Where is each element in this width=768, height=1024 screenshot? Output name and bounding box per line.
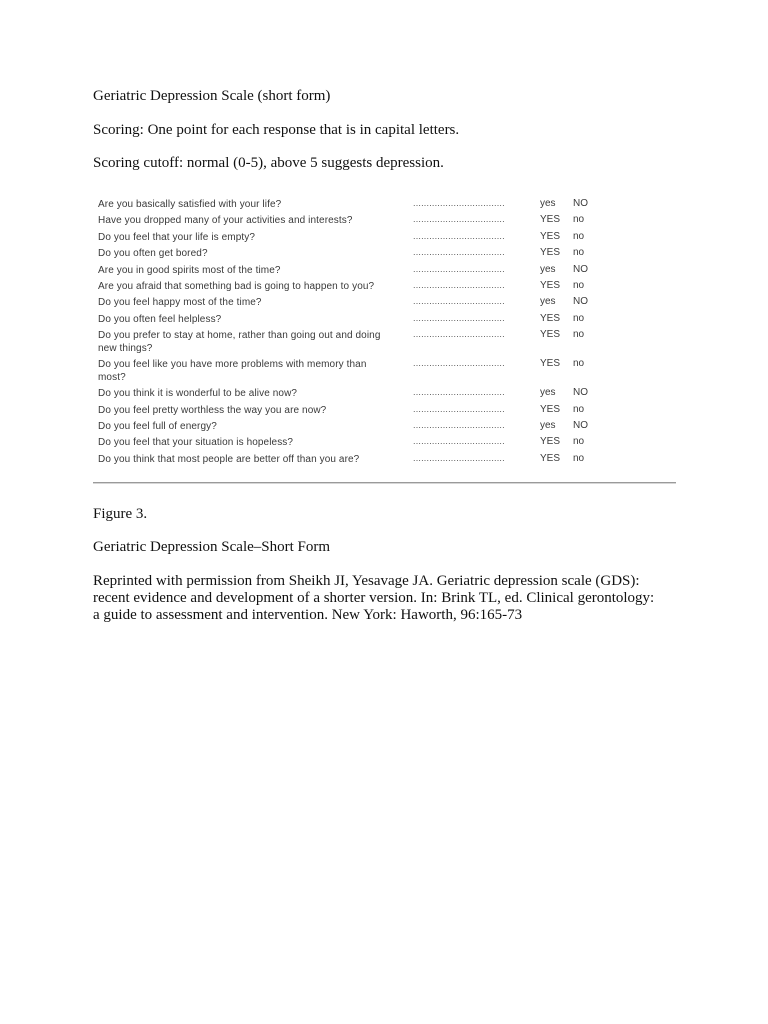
figure-caption: Geriatric Depression Scale–Short Form <box>93 539 331 555</box>
answer-option-1: yes <box>540 419 556 431</box>
question-row <box>93 356 676 385</box>
question-row <box>93 229 676 245</box>
scoring-cutoff: Scoring cutoff: normal (0-5), above 5 suggests depression. <box>93 155 444 171</box>
figure-divider <box>93 482 676 484</box>
question-row <box>93 294 676 310</box>
answer-option-1: YES <box>540 358 561 370</box>
dot-leader: .................................. <box>413 358 505 369</box>
dot-leader: .................................. <box>413 230 505 241</box>
dot-leader: .................................. <box>413 198 505 208</box>
dot-leader: .................................. <box>413 329 505 340</box>
answer-option-2: NO <box>573 296 588 308</box>
dot-leader: .................................. <box>413 247 505 258</box>
document-title: Geriatric Depression Scale (short form) <box>93 88 331 104</box>
question-text: Do you often get bored? <box>98 248 208 260</box>
questionnaire-table <box>93 196 676 467</box>
dot-leader: .................................. <box>413 214 505 225</box>
dot-leader: .................................. <box>413 387 505 398</box>
answer-option-1: YES <box>540 214 561 226</box>
answer-option-1: YES <box>540 247 561 259</box>
dot-leader: .................................. <box>413 419 505 430</box>
answer-option-2: no <box>573 436 585 448</box>
question-text: Do you feel like you have more problems with memory than most? <box>98 359 367 384</box>
answer-option-1: YES <box>540 279 561 291</box>
question-text: Do you feel that your situation is hopeless? <box>98 437 294 449</box>
answer-option-1: YES <box>540 230 561 242</box>
dot-leader: .................................. <box>413 279 505 290</box>
question-row <box>93 245 676 261</box>
question-row <box>93 327 676 356</box>
answer-option-1: YES <box>540 452 561 464</box>
question-row <box>93 212 676 228</box>
answer-option-1: YES <box>540 403 561 415</box>
answer-option-1: yes <box>540 296 556 308</box>
answer-option-1: YES <box>540 312 561 324</box>
answer-option-2: no <box>573 247 585 259</box>
answer-option-2: no <box>573 230 585 242</box>
question-text: Have you dropped many of your activities and interests? <box>98 215 353 227</box>
answer-option-2: no <box>573 329 585 341</box>
question-text: Are you basically satisfied with your life? <box>98 199 282 210</box>
answer-option-1: yes <box>540 387 556 399</box>
answer-option-2: no <box>573 312 585 324</box>
question-text: Are you in good spirits most of the time? <box>98 264 281 276</box>
answer-option-2: no <box>573 279 585 291</box>
question-row <box>93 385 676 401</box>
question-text: Do you feel happy most of the time? <box>98 297 262 309</box>
question-row <box>93 262 676 278</box>
question-row <box>93 451 676 467</box>
answer-option-1: yes <box>540 263 556 275</box>
question-text: Do you prefer to stay at home, rather than going out and doing new things? <box>98 330 381 355</box>
answer-option-2: no <box>573 403 585 415</box>
answer-option-2: NO <box>573 263 588 275</box>
dot-leader: .................................. <box>413 312 505 323</box>
answer-option-1: yes <box>540 198 556 209</box>
question-text: Are you afraid that something bad is going to happen to you? <box>98 280 375 292</box>
figure-label: Figure 3. <box>93 506 148 522</box>
question-row <box>93 311 676 327</box>
dot-leader: .................................. <box>413 436 505 447</box>
dot-leader: .................................. <box>413 452 505 463</box>
answer-option-1: YES <box>540 436 561 448</box>
citation-text: Reprinted with permission from Sheikh JI, Yesavage JA. Geriatric depression scale (GDS): recent evidence and development of a shorter version. In: Brink TL, ed. Clinical gerontology: a guide to assessment and intervention. New York: Haworth, 96:165-73 <box>93 573 655 623</box>
answer-option-2: NO <box>573 387 588 399</box>
question-row <box>93 434 676 450</box>
question-text: Do you feel full of energy? <box>98 420 217 432</box>
question-row <box>93 278 676 294</box>
question-text: Do you often feel helpless? <box>98 313 222 325</box>
answer-option-2: NO <box>573 419 588 431</box>
dot-leader: .................................. <box>413 296 505 307</box>
question-row <box>93 402 676 418</box>
answer-option-2: no <box>573 358 585 370</box>
question-text: Do you feel pretty worthless the way you are now? <box>98 404 327 416</box>
answer-option-2: no <box>573 214 585 226</box>
dot-leader: .................................. <box>413 403 505 414</box>
question-row <box>93 418 676 434</box>
answer-option-2: NO <box>573 198 588 209</box>
question-row <box>93 196 676 212</box>
dot-leader: .................................. <box>413 263 505 274</box>
question-text: Do you feel that your life is empty? <box>98 231 256 243</box>
question-text: Do you think that most people are better off than you are? <box>98 453 360 465</box>
answer-option-1: YES <box>540 329 561 341</box>
scoring-instruction: Scoring: One point for each response that is in capital letters. <box>93 122 460 138</box>
question-text: Do you think it is wonderful to be alive now? <box>98 388 298 400</box>
answer-option-2: no <box>573 452 585 464</box>
